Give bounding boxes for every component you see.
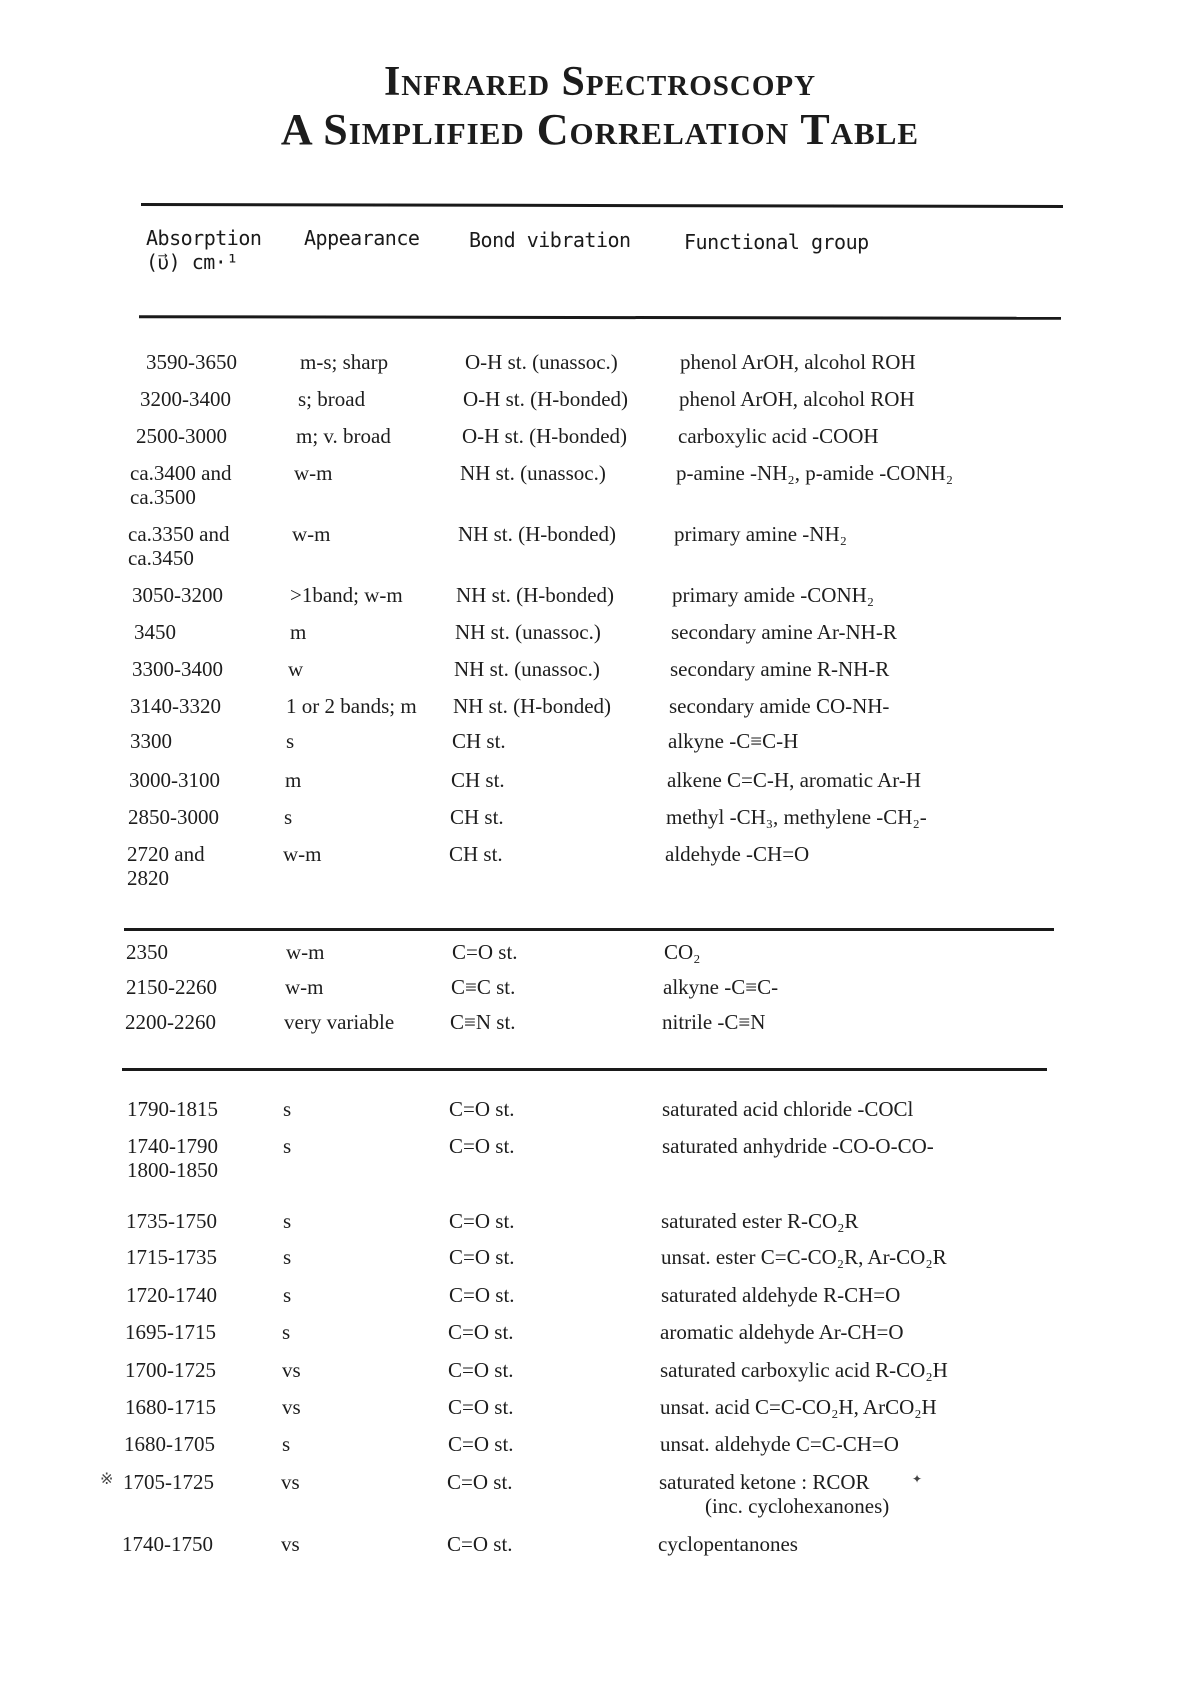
table-row: [0, 1134, 1200, 1182]
absorption-value-text: 2200-2260: [125, 1010, 216, 1034]
functional-group-value-text: unsat. acid C=C-CO₂H, ArCO₂H: [660, 1395, 937, 1419]
absorption-value: [132, 657, 250, 681]
absorption-value: [126, 940, 244, 964]
bond-vibration-value: [460, 461, 606, 485]
functional-group-value-text: saturated carboxylic acid R-CO₂H: [660, 1358, 948, 1382]
absorption-value-text: 1705-1725: [123, 1470, 214, 1494]
header-bond-vibration: Bond vibration: [469, 228, 631, 252]
table-row: [0, 1320, 1200, 1360]
table-row: [0, 387, 1200, 427]
appearance-value: [282, 1432, 290, 1456]
absorption-value: [125, 1320, 243, 1344]
table-row: [0, 842, 1200, 890]
absorption-value: [134, 620, 252, 644]
bond-vibration-value: [449, 1097, 515, 1121]
header-absorption-line-1: Absorption: [146, 226, 262, 250]
appearance-value: [286, 729, 294, 753]
absorption-value-text: 1720-1740: [126, 1283, 217, 1307]
appearance-value: [282, 1358, 301, 1382]
functional-group-value: [670, 657, 889, 681]
appearance-value-text: vs: [281, 1470, 300, 1494]
appearance-value: [286, 694, 417, 718]
absorption-value: [124, 1432, 242, 1456]
absorption-value: [128, 522, 246, 570]
bond-vibration-value: [458, 522, 616, 546]
table-row: [0, 1097, 1200, 1137]
bond-vibration-value: [448, 1432, 514, 1456]
bond-vibration-value-text: C=O st.: [448, 1358, 514, 1382]
functional-group-value: [680, 350, 916, 374]
bond-vibration-value-text: C≡C st.: [451, 975, 516, 999]
functional-group-value-text: saturated ketone : RCOR: [659, 1470, 870, 1494]
bond-vibration-value: [452, 940, 518, 964]
table-row: [0, 522, 1200, 570]
appearance-value-text: s: [283, 1209, 292, 1233]
functional-group-value: [664, 940, 701, 964]
appearance-value-text: m: [290, 620, 307, 644]
bond-vibration-value-text: C=O st.: [448, 1320, 514, 1344]
appearance-value-text: m; v. broad: [296, 424, 391, 448]
absorption-value: [126, 1245, 244, 1269]
functional-group-value: [661, 1245, 947, 1269]
absorption-value: [126, 1209, 244, 1233]
absorption-value-text: 3450: [134, 620, 176, 644]
table-row: [0, 1432, 1200, 1472]
appearance-value: [284, 805, 292, 829]
header-absorption: [146, 226, 261, 274]
table-row: [0, 350, 1200, 390]
absorption-value-text: 1680-1705: [124, 1432, 215, 1456]
functional-group-value-text: secondary amine R-NH-R: [670, 657, 890, 681]
absorption-value-text: 3300-3400: [132, 657, 223, 681]
appearance-value: [283, 1209, 291, 1233]
bond-vibration-value: [448, 1320, 514, 1344]
functional-group-value-text: phenol ArOH, alcohol ROH: [679, 387, 915, 411]
appearance-value-text: s: [282, 1320, 291, 1344]
appearance-value: [283, 1134, 291, 1158]
appearance-value-text: s: [283, 1245, 292, 1269]
functional-group-value-text: p-amine -NH₂, p-amide -CONH₂: [676, 461, 954, 485]
bond-vibration-value: [450, 1010, 516, 1034]
functional-group-value-text: cyclopentanones: [658, 1532, 798, 1556]
bond-vibration-value-text: C=O st.: [449, 1134, 515, 1158]
appearance-value: [285, 768, 301, 792]
bond-vibration-value-text: C=O st.: [452, 940, 518, 964]
functional-group-value-text: secondary amide CO-NH-: [669, 694, 890, 718]
functional-group-value: [674, 522, 847, 546]
absorption-value-text: 1680-1715: [125, 1395, 216, 1419]
bond-vibration-value-text: C=O st.: [447, 1470, 513, 1494]
appearance-value: [290, 620, 306, 644]
absorption-value-text: 3300: [130, 729, 172, 753]
table-row: [0, 694, 1200, 734]
functional-group-value-text: saturated anhydride -CO-O-CO-: [662, 1134, 934, 1158]
appearance-value: [285, 975, 324, 999]
functional-group-value: [667, 768, 921, 792]
bond-vibration-value-text: CH st.: [450, 805, 504, 829]
appearance-value: [283, 1245, 291, 1269]
appearance-value: [286, 940, 325, 964]
top-rule: [141, 203, 1063, 208]
bond-vibration-value-text: NH st. (H-bonded): [453, 694, 612, 718]
functional-group-value: [659, 1470, 889, 1518]
absorption-value: [127, 1097, 245, 1121]
bond-vibration-value-text: O-H st. (unassoc.): [465, 350, 618, 374]
absorption-value-text: ca.3350 and ca.3450: [128, 522, 230, 570]
bond-vibration-value: [449, 842, 503, 866]
table-row: [0, 805, 1200, 845]
bond-vibration-value-text: NH st. (unassoc.): [460, 461, 606, 485]
bond-vibration-value-text: NH st. (H-bonded): [456, 583, 615, 607]
absorption-value: [127, 842, 245, 890]
functional-group-value-text: methyl -CH₃, methylene -CH₂-: [666, 805, 927, 829]
appearance-value: [282, 1320, 290, 1344]
absorption-value: [129, 768, 247, 792]
absorption-value: [130, 729, 248, 753]
functional-group-value-text: nitrile -C≡N: [662, 1010, 766, 1034]
functional-group-value: [661, 1209, 858, 1233]
functional-group-value: [666, 805, 927, 829]
functional-group-value-text: CO₂: [664, 940, 701, 964]
functional-group-value-text: aldehyde -CH=O: [665, 842, 810, 866]
bond-vibration-value: [453, 694, 611, 718]
functional-group-value: [660, 1320, 904, 1344]
absorption-value: [125, 1010, 243, 1034]
absorption-value: [140, 387, 258, 411]
functional-group-value-text: alkyne -C≡C-: [663, 975, 779, 999]
bond-vibration-value-text: C≡N st.: [450, 1010, 516, 1034]
bond-vibration-value: [449, 1134, 515, 1158]
functional-group-value-text: primary amide -CONH₂: [672, 583, 875, 607]
bond-vibration-value-text: C=O st.: [449, 1245, 515, 1269]
bond-vibration-value: [463, 387, 628, 411]
appearance-value-text: s: [282, 1432, 291, 1456]
appearance-value: [292, 522, 331, 546]
appearance-value: [290, 583, 403, 607]
functional-group-value: [662, 1134, 934, 1158]
functional-group-value-text: carboxylic acid -COOH: [678, 424, 879, 448]
header-rule: [139, 315, 1061, 320]
bond-vibration-value: [449, 1245, 515, 1269]
absorption-value-text: 1695-1715: [125, 1320, 216, 1344]
absorption-value: [125, 1358, 243, 1382]
bond-vibration-value-text: NH st. (unassoc.): [454, 657, 600, 681]
appearance-value-text: vs: [282, 1358, 301, 1382]
functional-group-value-text: unsat. aldehyde C=C-CH=O: [660, 1432, 899, 1456]
functional-group-value: [669, 694, 889, 718]
appearance-value: [283, 842, 322, 866]
functional-group-value: [676, 461, 953, 485]
bond-vibration-value: [462, 424, 627, 448]
functional-group-value: [658, 1532, 798, 1556]
appearance-value-text: s: [284, 805, 293, 829]
title-line-2: A Simplified Correlation Table: [280, 105, 920, 154]
appearance-value-text: very variable: [284, 1010, 395, 1034]
absorption-value-text: 1790-1815: [127, 1097, 218, 1121]
table-row: [0, 620, 1200, 660]
bond-vibration-value-text: O-H st. (H-bonded): [463, 387, 629, 411]
appearance-value: [300, 350, 388, 374]
absorption-value-text: 1715-1735: [126, 1245, 217, 1269]
functional-group-value-text: primary amine -NH₂: [674, 522, 847, 546]
bond-vibration-value: [447, 1532, 513, 1556]
appearance-value-text: s: [286, 729, 295, 753]
functional-group-value-text: saturated ester R-CO₂R: [661, 1209, 859, 1233]
functional-group-value: [672, 583, 874, 607]
absorption-value-text: 3200-3400: [140, 387, 231, 411]
absorption-value: [126, 975, 244, 999]
functional-group-value-text: phenol ArOH, alcohol ROH: [680, 350, 916, 374]
appearance-value-text: s: [283, 1283, 292, 1307]
absorption-value-text: 2350: [126, 940, 168, 964]
table-row: [0, 461, 1200, 509]
bond-vibration-value: [449, 1209, 515, 1233]
appearance-value: [284, 1010, 394, 1034]
functional-group-value: [665, 842, 809, 866]
absorption-value: [130, 461, 248, 509]
bond-vibration-value: [449, 1283, 515, 1307]
table-row: [0, 657, 1200, 697]
section-rule-2: [122, 1068, 1047, 1071]
functional-group-value-text: alkyne -C≡C-H: [668, 729, 799, 753]
appearance-value-text: w-m: [294, 461, 333, 485]
appearance-value: [298, 387, 365, 411]
bond-vibration-value-text: C=O st.: [449, 1209, 515, 1233]
bond-vibration-value-text: CH st.: [451, 768, 505, 792]
bond-vibration-value-text: O-H st. (H-bonded): [462, 424, 628, 448]
absorption-value: [123, 1470, 241, 1494]
bond-vibration-value-text: C=O st.: [448, 1432, 514, 1456]
absorption-value: [125, 1395, 243, 1419]
absorption-value-text: 1735-1750: [126, 1209, 217, 1233]
bond-vibration-value: [451, 768, 505, 792]
table-row: [0, 1245, 1200, 1285]
appearance-value-text: w-m: [285, 975, 324, 999]
section-rule-1: [124, 928, 1054, 931]
functional-group-value: [661, 1283, 900, 1307]
absorption-value-text: 3050-3200: [132, 583, 223, 607]
appearance-value-text: w-m: [292, 522, 331, 546]
table-row: [0, 1209, 1200, 1249]
absorption-value-text: 1740-1750: [122, 1532, 213, 1556]
appearance-value-text: w-m: [283, 842, 322, 866]
absorption-value: [126, 1283, 244, 1307]
header-functional-group: Functional group: [684, 230, 869, 254]
table-row: [0, 1470, 1200, 1518]
functional-group-note: (inc. cyclohexanones): [705, 1494, 890, 1518]
functional-group-value-text: aromatic aldehyde Ar-CH=O: [660, 1320, 904, 1344]
absorption-value: [130, 694, 248, 718]
table-row: [0, 975, 1200, 1015]
absorption-value-text: 2720 and 2820: [127, 842, 205, 890]
appearance-value: [283, 1097, 291, 1121]
bond-vibration-value: [456, 583, 614, 607]
bond-vibration-value: [454, 657, 600, 681]
functional-group-value: [662, 1010, 765, 1034]
appearance-value: [288, 657, 303, 681]
bond-vibration-value: [447, 1470, 513, 1494]
functional-group-value-text: saturated acid chloride -COCl: [662, 1097, 914, 1121]
appearance-value: [296, 424, 391, 448]
functional-group-value-text: secondary amine Ar-NH-R: [671, 620, 897, 644]
absorption-value-text: 2500-3000: [136, 424, 227, 448]
functional-group-value-text: alkene C=C-H, aromatic Ar-H: [667, 768, 922, 792]
absorption-value-text: ca.3400 and ca.3500: [130, 461, 232, 509]
absorption-value-text: 1700-1725: [125, 1358, 216, 1382]
bond-vibration-value: [451, 975, 515, 999]
absorption-value-text: 1740-1790 1800-1850: [127, 1134, 218, 1182]
functional-group-value: [660, 1395, 937, 1419]
appearance-value: [282, 1395, 301, 1419]
absorption-value: [146, 350, 264, 374]
functional-group-value: [660, 1358, 948, 1382]
appearance-value: [281, 1532, 300, 1556]
absorption-value: [136, 424, 254, 448]
functional-group-value-text: unsat. ester C=C-CO₂R, Ar-CO₂R: [661, 1245, 947, 1269]
absorption-value-text: 2850-3000: [128, 805, 219, 829]
absorption-value: [122, 1532, 240, 1556]
appearance-value-text: vs: [282, 1395, 301, 1419]
bond-vibration-value-text: CH st.: [452, 729, 506, 753]
absorption-value-text: 3000-3100: [129, 768, 220, 792]
bond-vibration-value-text: C=O st.: [449, 1283, 515, 1307]
table-row: [0, 768, 1200, 808]
absorption-value: [132, 583, 250, 607]
appearance-value: [281, 1470, 300, 1494]
functional-group-value: [662, 1097, 913, 1121]
appearance-value-text: m: [285, 768, 302, 792]
absorption-value-text: 3590-3650: [146, 350, 237, 374]
appearance-value-text: w: [288, 657, 304, 681]
functional-group-value: [663, 975, 778, 999]
margin-mark-left: ※: [100, 1471, 114, 1488]
table-row: [0, 940, 1200, 980]
appearance-value: [294, 461, 333, 485]
bond-vibration-value: [450, 805, 504, 829]
functional-group-value: [679, 387, 915, 411]
title-line-1: Infrared Spectroscopy: [383, 59, 817, 105]
appearance-value-text: s: [283, 1134, 292, 1158]
bond-vibration-value-text: C=O st.: [447, 1532, 513, 1556]
functional-group-value: [668, 729, 798, 753]
bond-vibration-value: [455, 620, 601, 644]
table-row: [0, 1532, 1200, 1572]
appearance-value-text: vs: [281, 1532, 300, 1556]
functional-group-value-text: saturated aldehyde R-CH=O: [661, 1283, 901, 1307]
bond-vibration-value: [465, 350, 618, 374]
bond-vibration-value: [448, 1395, 514, 1419]
appearance-value-text: >1band; w-m: [290, 583, 403, 607]
functional-group-value: [671, 620, 897, 644]
bond-vibration-value-text: NH st. (H-bonded): [458, 522, 617, 546]
bond-vibration-value-text: NH st. (unassoc.): [455, 620, 601, 644]
functional-group-value: [660, 1432, 899, 1456]
appearance-value: [283, 1283, 291, 1307]
margin-mark-right: ✦: [912, 1472, 923, 1486]
appearance-value-text: 1 or 2 bands; m: [286, 694, 417, 718]
bond-vibration-value-text: CH st.: [449, 842, 503, 866]
table-row: [0, 729, 1200, 769]
table-row: [0, 1358, 1200, 1398]
absorption-value: [127, 1134, 245, 1182]
bond-vibration-value: [452, 729, 506, 753]
absorption-value-text: 3140-3320: [130, 694, 221, 718]
absorption-value-text: 2150-2260: [126, 975, 217, 999]
bond-vibration-value: [448, 1358, 514, 1382]
bond-vibration-value-text: C=O st.: [448, 1395, 514, 1419]
table-row: [0, 1395, 1200, 1435]
appearance-value-text: w-m: [286, 940, 325, 964]
table-row: [0, 424, 1200, 464]
bond-vibration-value-text: C=O st.: [449, 1097, 515, 1121]
appearance-value-text: m-s; sharp: [300, 350, 389, 374]
table-row: [0, 583, 1200, 623]
appearance-value-text: s; broad: [298, 387, 366, 411]
header-absorption-line-2: (υ⃗) cm·¹: [146, 250, 238, 274]
table-row: [0, 1283, 1200, 1323]
functional-group-value: [678, 424, 879, 448]
appearance-value-text: s: [283, 1097, 292, 1121]
header-appearance: Appearance: [304, 226, 420, 250]
table-row: [0, 1010, 1200, 1050]
absorption-value: [128, 805, 246, 829]
